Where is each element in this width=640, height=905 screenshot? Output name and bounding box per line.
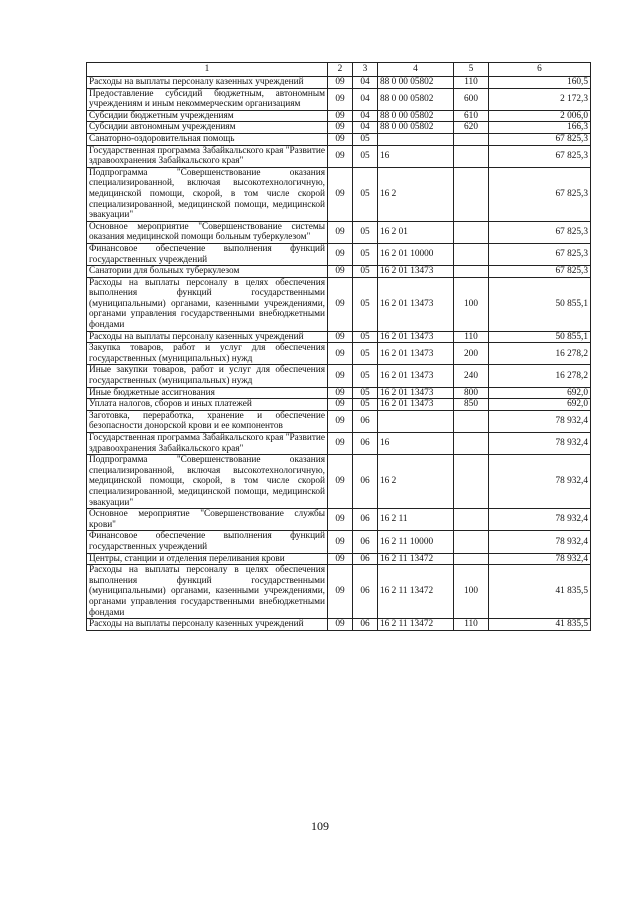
row-target-article-cell: 88 0 00 05802 (378, 110, 454, 122)
table-row (87, 365, 591, 387)
row-expense-type-cell: 620 (454, 122, 489, 134)
table-row (87, 343, 591, 365)
row-amount-cell: 160,5 (489, 77, 591, 89)
row-expense-type-cell: 800 (454, 387, 489, 399)
table-row (87, 110, 591, 122)
row-section-cell: 09 (328, 167, 353, 221)
row-target-article-cell: 16 (378, 145, 454, 167)
row-expense-type-cell (454, 133, 489, 145)
row-target-article-cell: 16 2 01 13473 (378, 387, 454, 399)
row-section-cell: 09 (328, 133, 353, 145)
row-subsection-cell: 04 (353, 110, 378, 122)
row-name-cell: Расходы на выплаты персоналу в целях обеспечения выполнения функций государственными (муниципальными) органами, казенными учреждениями, органами управления государственными внебюджетными фондами (87, 565, 328, 619)
table-row (87, 433, 591, 455)
row-amount-cell: 78 932,4 (489, 433, 591, 455)
row-target-article-cell (378, 133, 454, 145)
row-subsection-cell: 06 (353, 553, 378, 565)
row-name-cell: Санатории для больных туберкулезом (87, 266, 328, 278)
row-subsection-cell: 05 (353, 133, 378, 145)
row-section-cell: 09 (328, 145, 353, 167)
row-target-article-cell: 16 2 11 (378, 509, 454, 531)
row-subsection-cell: 06 (353, 565, 378, 619)
row-target-article-cell: 16 (378, 433, 454, 455)
row-name-cell: Расходы на выплаты персоналу казенных учреждений (87, 77, 328, 89)
row-subsection-cell: 05 (353, 277, 378, 331)
row-expense-type-cell (454, 553, 489, 565)
row-amount-cell: 16 278,2 (489, 365, 591, 387)
row-section-cell: 09 (328, 619, 353, 631)
row-subsection-cell: 06 (353, 531, 378, 553)
table-row (87, 455, 591, 509)
row-name-cell: Предоставление субсидий бюджетным, автономным учреждениям и иным некоммерческим организациям (87, 88, 328, 110)
table-row (87, 410, 591, 432)
row-subsection-cell: 05 (353, 221, 378, 243)
header-cell-target-article: 4 (378, 63, 454, 77)
row-section-cell: 09 (328, 365, 353, 387)
row-name-cell: Уплата налогов, сборов и иных платежей (87, 399, 328, 411)
row-expense-type-cell: 110 (454, 331, 489, 343)
row-section-cell: 09 (328, 509, 353, 531)
row-name-cell: Финансовое обеспечение выполнения функций государственных учреждений (87, 243, 328, 265)
row-section-cell: 09 (328, 455, 353, 509)
row-target-article-cell: 16 2 01 10000 (378, 243, 454, 265)
table-row (87, 266, 591, 278)
row-section-cell: 09 (328, 77, 353, 89)
row-subsection-cell: 05 (353, 243, 378, 265)
row-expense-type-cell (454, 221, 489, 243)
row-target-article-cell: 88 0 00 05802 (378, 88, 454, 110)
row-name-cell: Закупка товаров, работ и услуг для обеспечения государственных (муниципальных) нужд (87, 343, 328, 365)
row-target-article-cell: 88 0 00 05802 (378, 122, 454, 134)
row-name-cell: Финансовое обеспечение выполнения функций государственных учреждений (87, 531, 328, 553)
row-amount-cell: 16 278,2 (489, 343, 591, 365)
table-row (87, 399, 591, 411)
row-amount-cell: 692,0 (489, 399, 591, 411)
row-expense-type-cell: 200 (454, 343, 489, 365)
table-row (87, 277, 591, 331)
row-name-cell: Подпрограмма "Совершенствование оказания специализированной, включая высокотехнологичную, медицинской помощи, скорой, в том числе скорой специализированной, медицинской помощи, медицинской эвакуации" (87, 167, 328, 221)
row-amount-cell: 67 825,3 (489, 243, 591, 265)
row-amount-cell: 78 932,4 (489, 509, 591, 531)
row-expense-type-cell: 110 (454, 619, 489, 631)
table-row (87, 243, 591, 265)
row-expense-type-cell (454, 410, 489, 432)
row-target-article-cell: 16 2 (378, 455, 454, 509)
row-expense-type-cell: 110 (454, 77, 489, 89)
row-expense-type-cell: 610 (454, 110, 489, 122)
row-expense-type-cell (454, 167, 489, 221)
page-number: 109 (311, 819, 329, 833)
row-expense-type-cell (454, 433, 489, 455)
row-section-cell: 09 (328, 387, 353, 399)
row-name-cell: Подпрограмма "Совершенствование оказания специализированной, включая высокотехнологичную, медицинской помощи, скорой, в том числе скорой специализированной, медицинской помощи, медицинской эвакуации" (87, 455, 328, 509)
row-section-cell: 09 (328, 433, 353, 455)
row-name-cell: Основное мероприятие "Совершенствование системы оказания медицинской помощи больным туберкулезом" (87, 221, 328, 243)
row-target-article-cell: 16 2 11 13472 (378, 553, 454, 565)
table-row (87, 531, 591, 553)
table-row (87, 77, 591, 89)
row-amount-cell: 67 825,3 (489, 167, 591, 221)
row-section-cell: 09 (328, 399, 353, 411)
row-expense-type-cell (454, 145, 489, 167)
row-section-cell: 09 (328, 531, 353, 553)
row-section-cell: 09 (328, 122, 353, 134)
header-cell-name: 1 (87, 63, 328, 77)
row-amount-cell: 166,3 (489, 122, 591, 134)
row-subsection-cell: 06 (353, 410, 378, 432)
row-subsection-cell: 05 (353, 343, 378, 365)
row-amount-cell: 2 006,0 (489, 110, 591, 122)
table-row (87, 221, 591, 243)
row-amount-cell: 78 932,4 (489, 531, 591, 553)
row-amount-cell: 692,0 (489, 387, 591, 399)
row-name-cell: Субсидии бюджетным учреждениям (87, 110, 328, 122)
table-row (87, 167, 591, 221)
row-section-cell: 09 (328, 565, 353, 619)
row-section-cell: 09 (328, 266, 353, 278)
row-target-article-cell (378, 410, 454, 432)
row-target-article-cell: 16 2 01 13473 (378, 343, 454, 365)
row-amount-cell: 2 172,3 (489, 88, 591, 110)
table-row (87, 509, 591, 531)
table-row (87, 133, 591, 145)
row-subsection-cell: 04 (353, 122, 378, 134)
row-amount-cell: 67 825,3 (489, 221, 591, 243)
row-name-cell: Расходы на выплаты персоналу в целях обеспечения выполнения функций государственными (муниципальными) органами, казенными учреждениями, органами управления государственными внебюджетными фондами (87, 277, 328, 331)
row-amount-cell: 78 932,4 (489, 553, 591, 565)
row-amount-cell: 50 855,1 (489, 277, 591, 331)
row-section-cell: 09 (328, 410, 353, 432)
row-subsection-cell: 05 (353, 266, 378, 278)
row-expense-type-cell (454, 266, 489, 278)
row-section-cell: 09 (328, 553, 353, 565)
row-amount-cell: 41 835,5 (489, 565, 591, 619)
row-target-article-cell: 16 2 01 13473 (378, 399, 454, 411)
row-name-cell: Заготовка, переработка, хранение и обеспечение безопасности донорской крови и ее компонентов (87, 410, 328, 432)
table-row (87, 619, 591, 631)
row-expense-type-cell (454, 509, 489, 531)
row-amount-cell: 67 825,3 (489, 133, 591, 145)
header-cell-expense-type: 5 (454, 63, 489, 77)
budget-table (86, 62, 591, 631)
table-row (87, 145, 591, 167)
header-cell-section: 2 (328, 63, 353, 77)
header-cell-amount: 6 (489, 63, 591, 77)
row-expense-type-cell (454, 531, 489, 553)
row-subsection-cell: 05 (353, 331, 378, 343)
row-target-article-cell: 16 2 01 13473 (378, 277, 454, 331)
row-target-article-cell: 88 0 00 05802 (378, 77, 454, 89)
table-header-row (87, 63, 591, 77)
row-subsection-cell: 06 (353, 433, 378, 455)
row-target-article-cell: 16 2 (378, 167, 454, 221)
row-target-article-cell: 16 2 01 (378, 221, 454, 243)
row-name-cell: Расходы на выплаты персоналу казенных учреждений (87, 619, 328, 631)
row-expense-type-cell: 100 (454, 277, 489, 331)
row-subsection-cell: 04 (353, 77, 378, 89)
row-subsection-cell: 05 (353, 365, 378, 387)
table-row (87, 387, 591, 399)
row-expense-type-cell: 850 (454, 399, 489, 411)
row-amount-cell: 78 932,4 (489, 455, 591, 509)
row-section-cell: 09 (328, 221, 353, 243)
row-amount-cell: 67 825,3 (489, 266, 591, 278)
row-subsection-cell: 06 (353, 509, 378, 531)
row-expense-type-cell (454, 243, 489, 265)
row-subsection-cell: 05 (353, 387, 378, 399)
row-target-article-cell: 16 2 11 13472 (378, 565, 454, 619)
row-amount-cell: 67 825,3 (489, 145, 591, 167)
row-section-cell: 09 (328, 110, 353, 122)
row-name-cell: Основное мероприятие "Совершенствование службы крови" (87, 509, 328, 531)
table-row (87, 553, 591, 565)
row-target-article-cell: 16 2 01 13473 (378, 365, 454, 387)
row-expense-type-cell: 240 (454, 365, 489, 387)
row-name-cell: Расходы на выплаты персоналу казенных учреждений (87, 331, 328, 343)
row-expense-type-cell: 600 (454, 88, 489, 110)
row-subsection-cell: 04 (353, 88, 378, 110)
table-row (87, 565, 591, 619)
row-name-cell: Государственная программа Забайкальского края "Развитие здравоохранения Забайкальского края" (87, 145, 328, 167)
table-row (87, 88, 591, 110)
row-target-article-cell: 16 2 11 13472 (378, 619, 454, 631)
row-subsection-cell: 06 (353, 455, 378, 509)
row-subsection-cell: 05 (353, 145, 378, 167)
row-target-article-cell: 16 2 01 13473 (378, 331, 454, 343)
row-subsection-cell: 05 (353, 167, 378, 221)
row-section-cell: 09 (328, 343, 353, 365)
row-name-cell: Иные бюджетные ассигнования (87, 387, 328, 399)
table-row (87, 331, 591, 343)
row-name-cell: Санаторно-оздоровительная помощь (87, 133, 328, 145)
row-amount-cell: 78 932,4 (489, 410, 591, 432)
row-amount-cell: 50 855,1 (489, 331, 591, 343)
row-name-cell: Государственная программа Забайкальского края "Развитие здравоохранения Забайкальского края" (87, 433, 328, 455)
row-name-cell: Центры, станции и отделения переливания крови (87, 553, 328, 565)
table-row (87, 122, 591, 134)
row-name-cell: Субсидии автономным учреждениям (87, 122, 328, 134)
row-subsection-cell: 06 (353, 619, 378, 631)
row-name-cell: Иные закупки товаров, работ и услуг для обеспечения государственных (муниципальных) нужд (87, 365, 328, 387)
row-expense-type-cell: 100 (454, 565, 489, 619)
header-cell-subsection: 3 (353, 63, 378, 77)
row-expense-type-cell (454, 455, 489, 509)
row-subsection-cell: 05 (353, 399, 378, 411)
row-target-article-cell: 16 2 01 13473 (378, 266, 454, 278)
row-section-cell: 09 (328, 331, 353, 343)
row-section-cell: 09 (328, 243, 353, 265)
table-body (87, 77, 591, 631)
row-section-cell: 09 (328, 88, 353, 110)
row-target-article-cell: 16 2 11 10000 (378, 531, 454, 553)
row-amount-cell: 41 835,5 (489, 619, 591, 631)
row-section-cell: 09 (328, 277, 353, 331)
